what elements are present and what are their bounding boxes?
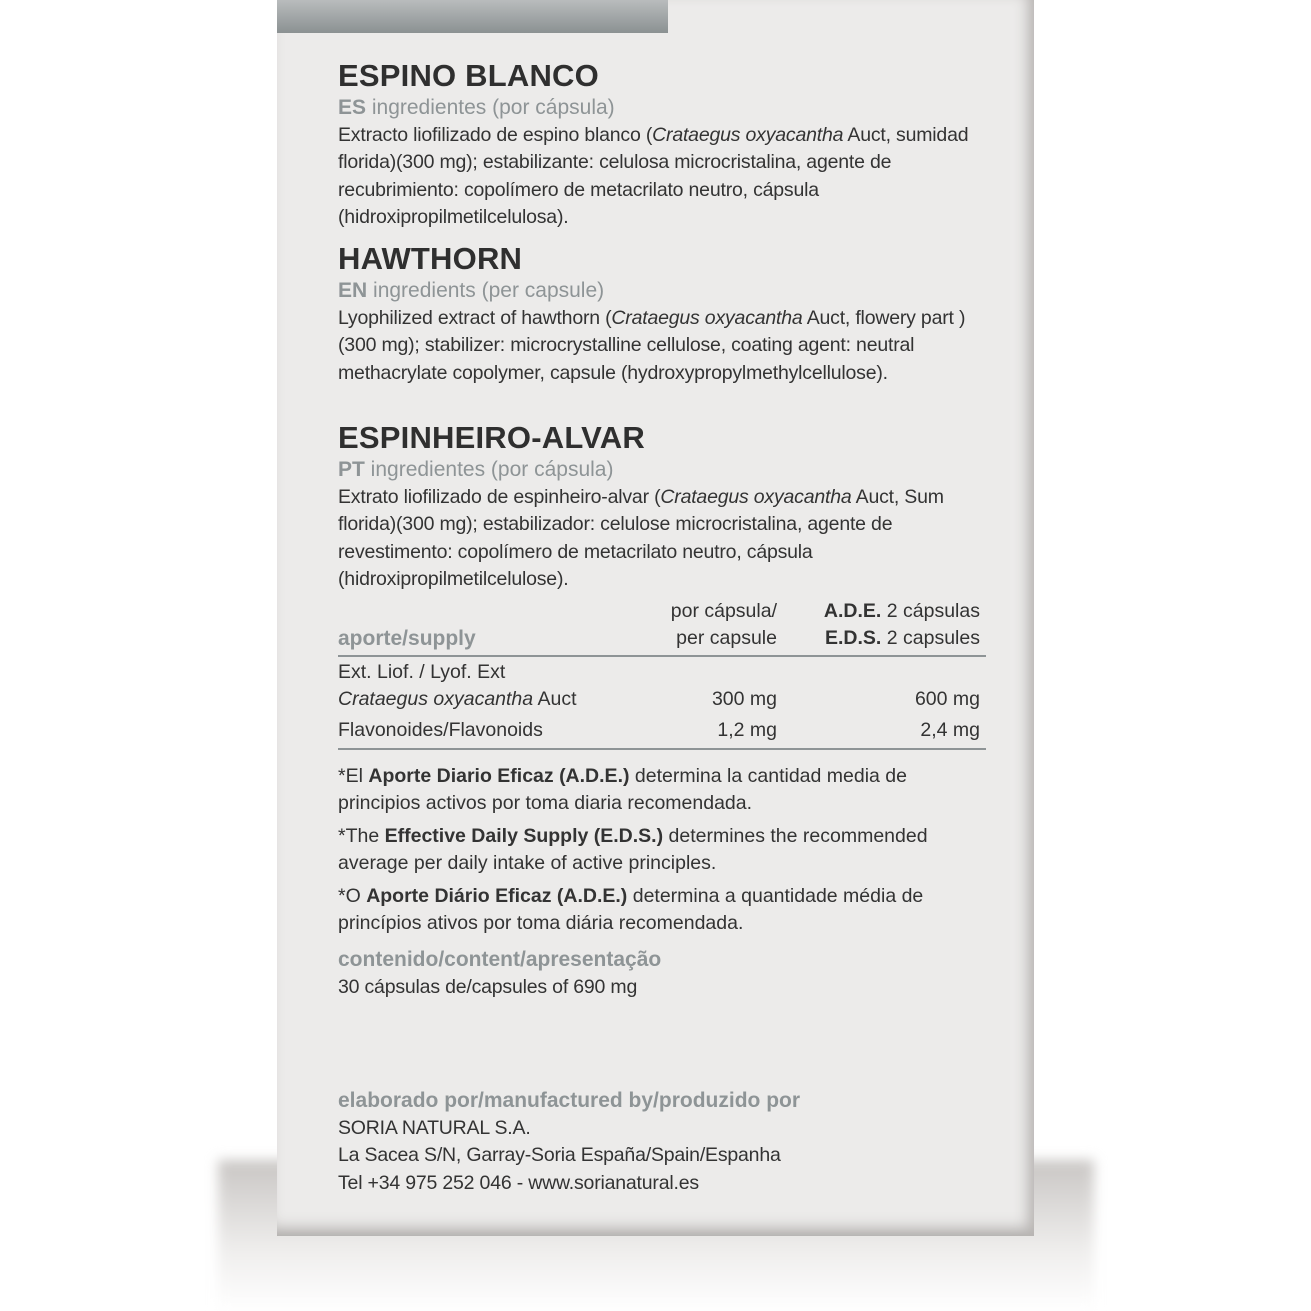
text: Auct, flowery part )(300 mg); stabilizer: microcrystalline cellulose, coating agent: neutral methacrylate copolymer, capsule (hydroxypropylmethylcellulose). xyxy=(338,307,966,384)
term: Aporte Diario Eficaz (A.D.E.) xyxy=(368,765,630,787)
row-name: Ext. Liof. / Lyof. Ext xyxy=(338,661,506,683)
section-en xyxy=(338,241,988,387)
ingredients-en xyxy=(338,305,988,387)
value-per-capsule: 1,2 mg xyxy=(717,719,777,741)
text: Lyophilized extract of hawthorn ( xyxy=(338,307,612,329)
text: determina a quantidade média de princípios ativos por toma diária recomendada. xyxy=(338,885,924,934)
species: Crataegus oxyacantha xyxy=(338,688,534,710)
subtitle-es xyxy=(338,94,988,122)
ingredients-pt xyxy=(338,484,988,593)
subtitle-text: ingredientes (por cápsula) xyxy=(364,458,614,481)
table-header-row-2 xyxy=(338,625,986,652)
top-color-band xyxy=(277,0,668,33)
supply-label: aporte/supply xyxy=(338,627,476,650)
species: Crataegus oxyacantha xyxy=(660,486,852,508)
text: Extrato liofilizado de espinheiro-alvar ( xyxy=(338,486,661,508)
manufacturer-label: elaborado por/manufactured by/produzido por xyxy=(338,1089,801,1112)
subtitle-text: ingredients (per capsule) xyxy=(367,279,605,302)
footnotes xyxy=(338,763,983,943)
table-rule xyxy=(338,655,986,657)
section-pt xyxy=(338,420,988,593)
manufacturer-address: La Sacea S/N, Garray-Soria España/Spain/Espanha xyxy=(338,1144,781,1167)
content-label: contenido/content/apresentação xyxy=(338,948,662,971)
text: Auct xyxy=(533,688,577,710)
subtitle-text: ingredientes (por cápsula) xyxy=(366,96,615,119)
value-daily: 600 mg xyxy=(914,688,980,710)
text: Auct, Sum florida)(300 mg); estabilizador: celulose microcristalina, agente de revestimento: copolímero de metacrilato neutro, cápsula (hidroxipropilmetilcelulose). xyxy=(338,486,944,590)
eds-label: E.D.S. xyxy=(824,627,882,649)
section-es xyxy=(338,58,988,231)
term: Effective Daily Supply (E.D.S.) xyxy=(384,825,664,847)
supply-table xyxy=(338,598,986,750)
content-value: 30 cápsulas de/capsules of 690 mg xyxy=(338,976,638,998)
text: *The xyxy=(338,825,385,847)
manufacturer-section xyxy=(338,1087,988,1197)
footnote-en xyxy=(338,823,983,877)
col-daily-en xyxy=(825,625,980,652)
text: determina la cantidad media de principios activos por toma diaria recomendada. xyxy=(338,765,907,814)
subtitle-pt xyxy=(338,456,988,484)
table-header-row-1 xyxy=(338,598,986,625)
row-name: Flavonoides/Flavonoids xyxy=(338,719,543,741)
row-species xyxy=(338,686,577,713)
lang-code: ES xyxy=(338,96,367,119)
text: 2 capsules xyxy=(881,627,980,649)
title-pt: ESPINHEIRO-ALVAR xyxy=(338,420,645,455)
text: 2 cápsulas xyxy=(881,600,980,622)
subtitle-en xyxy=(338,277,988,305)
manufacturer-contact: Tel +34 975 252 046 - www.sorianatural.es xyxy=(338,1171,699,1194)
value-daily: 2,4 mg xyxy=(920,719,980,741)
table-rule xyxy=(338,748,986,750)
manufacturer-name: SORIA NATURAL S.A. xyxy=(338,1117,531,1139)
text: *El xyxy=(338,765,369,787)
text: determines the recommended average per daily intake of active principles. xyxy=(338,825,928,874)
ade-label: A.D.E. xyxy=(823,600,882,622)
table-row xyxy=(338,717,986,744)
lang-code: PT xyxy=(338,458,365,481)
table-row xyxy=(338,686,986,713)
content-section xyxy=(338,946,988,1001)
text: *O xyxy=(338,885,367,907)
title-en: HAWTHORN xyxy=(338,241,523,276)
text: Extracto liofilizado de espino blanco ( xyxy=(338,124,653,146)
species: Crataegus oxyacantha xyxy=(611,307,803,329)
lang-code: EN xyxy=(338,279,368,302)
ingredients-es xyxy=(338,122,988,231)
table-row xyxy=(338,659,986,686)
col-per-capsule-es: por cápsula/ xyxy=(670,600,777,622)
text: Auct, sumidad florida)(300 mg); estabilizante: celulosa microcristalina, agente de recubrimiento: copolímero de metacrilato neutro, cápsula (hidroxipropilmetilcelulosa). xyxy=(338,124,969,228)
title-es: ESPINO BLANCO xyxy=(338,58,599,93)
value-per-capsule: 300 mg xyxy=(711,688,777,710)
term: Aporte Diário Eficaz (A.D.E.) xyxy=(366,885,628,907)
col-daily-es xyxy=(824,598,980,625)
species: Crataegus oxyacantha xyxy=(652,124,844,146)
footnote-es xyxy=(338,763,983,817)
col-per-capsule-en: per capsule xyxy=(676,627,777,649)
footnote-pt xyxy=(338,883,983,937)
